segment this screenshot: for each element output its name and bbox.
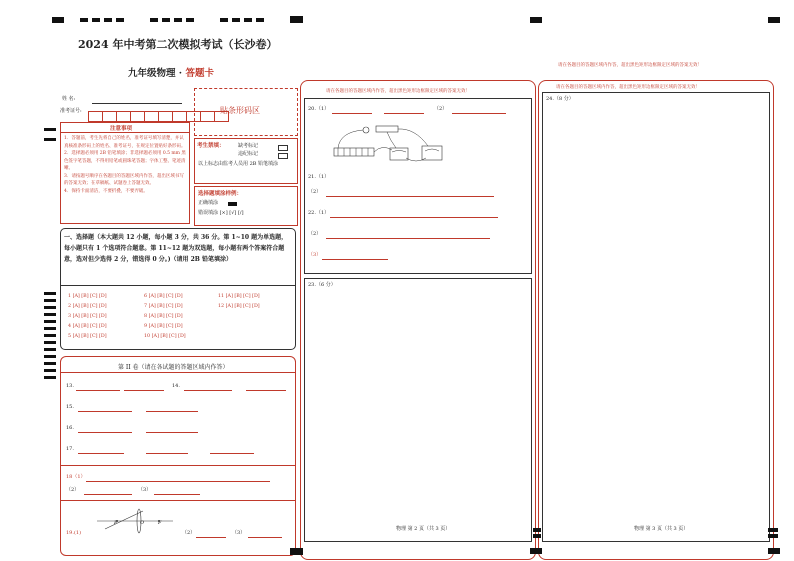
status-note: 以上标志由监考人员用 2B 铅笔填涂 <box>198 161 279 167</box>
side-mark <box>44 313 56 316</box>
q22-part1-line[interactable] <box>330 217 498 218</box>
alignment-mark <box>186 18 194 22</box>
q22-part1-label: 22.（1） <box>308 210 330 216</box>
q24-label: 24.（8 分） <box>546 96 574 102</box>
q19-part3-line[interactable] <box>248 537 282 538</box>
q21-part2-label: （2） <box>308 189 322 195</box>
page2-note: 请在各题目的答题区域内作答，超出黑色矩形边框限定区域的答案无效！ <box>326 89 470 94</box>
exam-id-label: 准考证号: <box>60 108 82 114</box>
page3-note: 请在各题目的答题区域内作答，超出黑色矩形边框限定区域的答案无效！ <box>556 85 700 90</box>
alignment-mark <box>768 17 780 23</box>
q18-part1-label: 18（1） <box>66 474 86 480</box>
q22-part3-label: （3） <box>308 252 322 258</box>
q19-part2-label: （2） <box>182 530 196 536</box>
choice-row[interactable]: 10 [A] [B] [C] [D] <box>144 334 186 339</box>
q19-part2-line[interactable] <box>196 537 226 538</box>
q15-label: 15. <box>66 404 74 410</box>
q17-label: 17. <box>66 446 74 452</box>
absent-label: 缺考标记 <box>238 143 259 149</box>
q14-answer-line[interactable] <box>184 390 232 391</box>
subject-title-suffix: 答题卡 <box>185 68 214 79</box>
q17-answer-line[interactable] <box>146 453 188 454</box>
top-note: 请在各题目的答题区域内作答，超出黑色矩形边框限定区域的答案无效！ <box>558 63 702 68</box>
choice-col-1 <box>68 292 107 342</box>
q14-label: 14. <box>172 383 180 389</box>
alignment-mark <box>232 18 240 22</box>
name-label: 姓 名: <box>62 96 76 102</box>
choice-row[interactable]: 12 [A] [B] [C] [D] <box>218 304 260 309</box>
name-underline <box>92 103 182 104</box>
q20-label: 20.（1） <box>308 106 330 112</box>
q18-part2-line[interactable] <box>84 494 132 495</box>
q20-part2-label: （2） <box>434 106 448 112</box>
status-title: 考生禁填： <box>197 143 225 149</box>
alignment-mark <box>244 18 252 22</box>
side-mark <box>44 348 56 351</box>
alignment-mark <box>150 18 158 22</box>
q18-part3-label: （3） <box>138 487 152 493</box>
side-mark <box>44 376 56 379</box>
circuit-diagram <box>330 120 450 168</box>
notice-list <box>64 135 186 195</box>
q20-line[interactable] <box>384 113 424 114</box>
q16-answer-line[interactable] <box>146 432 198 433</box>
q18-part1-line[interactable] <box>86 481 270 482</box>
alignment-mark <box>290 548 303 555</box>
side-mark <box>44 306 56 309</box>
alignment-mark <box>92 18 100 22</box>
alignment-mark <box>220 18 228 22</box>
notice-item: 4．保持卡面清洁，不要折叠，不要弄破。 <box>64 188 148 194</box>
q18-part2-label: （2） <box>66 487 80 493</box>
subject-title-prefix: 九年级物理 · <box>128 68 186 79</box>
q15-answer-line[interactable] <box>78 411 132 412</box>
q17-answer-line[interactable] <box>78 453 124 454</box>
q20-part2-line[interactable] <box>452 113 506 114</box>
side-mark <box>44 320 56 323</box>
section2-title: 第 II 卷（请在各试题的答题区域内作答） <box>118 364 229 371</box>
alignment-mark <box>530 17 542 23</box>
alignment-mark <box>52 17 64 23</box>
section1-divider <box>60 285 296 286</box>
q22-part2-label: （2） <box>308 231 322 237</box>
page-title: 2024 年中考第二次模拟考试（长沙卷） <box>78 38 278 51</box>
side-mark <box>44 355 56 358</box>
page3-footer: 物理 第 3 页（共 3 页） <box>634 526 689 532</box>
wrong-fill-label: 错误填涂 [×] [√] [/] <box>198 210 244 216</box>
q17-answer-line[interactable] <box>210 453 254 454</box>
q21-part2-line[interactable] <box>326 196 494 197</box>
q23-box[interactable] <box>304 278 532 542</box>
q21-part1-label: 21.（1） <box>308 174 330 180</box>
q16-label: 16. <box>66 425 74 431</box>
choice-row[interactable]: 7 [A] [B] [C] [D] <box>144 304 183 309</box>
q19-divider <box>60 500 296 501</box>
alignment-mark <box>256 18 264 22</box>
choice-col-2 <box>144 292 186 342</box>
side-mark <box>44 341 56 344</box>
q15-answer-line[interactable] <box>146 411 198 412</box>
q19-part3-label: （3） <box>232 530 246 536</box>
page2-footer: 物理 第 2 页（共 3 页） <box>396 526 451 532</box>
alignment-mark <box>174 18 182 22</box>
cheat-checkbox[interactable] <box>278 153 288 159</box>
barcode-label: 贴条形码区 <box>220 106 260 115</box>
lens-diagram <box>95 505 175 535</box>
lens-f2-label: F <box>158 520 162 526</box>
choice-row[interactable]: 3 [A] [B] [C] [D] <box>68 314 107 319</box>
cheat-label: 违纪标记 <box>238 151 259 157</box>
alignment-mark <box>768 548 780 554</box>
choice-row[interactable]: 2 [A] [B] [C] [D] <box>68 304 107 309</box>
side-mark <box>44 128 56 131</box>
side-mark <box>44 334 56 337</box>
q19-part1-label: 19.(1) <box>66 530 82 536</box>
side-mark <box>768 534 778 538</box>
choice-row[interactable]: 5 [A] [B] [C] [D] <box>68 334 107 339</box>
section1-instruction: 一、选择题（本大题共 12 小题，每小题 3 分，共 36 分。第 1~10 题为单选题，每小题只有 1 个选项符合题意。第 11~12 题为双选题，每小题有两个答案符合题意，选对但少选得 2 分，错选得 0 分。)（请用 2B 铅笔填涂） <box>64 234 288 263</box>
side-mark <box>44 138 56 141</box>
q13-label: 13. <box>66 383 74 389</box>
choice-row[interactable]: 4 [A] [B] [C] [D] <box>68 324 107 329</box>
choice-row[interactable]: 6 [A] [B] [C] [D] <box>144 294 183 299</box>
lens-f1-label: F <box>114 520 118 526</box>
q13-answer-line[interactable] <box>76 390 120 391</box>
alignment-mark <box>290 16 303 23</box>
side-mark <box>44 369 56 372</box>
q18-part3-line[interactable] <box>154 494 200 495</box>
side-mark <box>768 528 778 532</box>
lens-o-label: O <box>140 520 145 526</box>
side-mark <box>44 292 56 295</box>
choice-row[interactable]: 1 [A] [B] [C] [D] <box>68 294 107 299</box>
correct-fill-sample <box>228 202 237 206</box>
q23-label: 23.（6 分） <box>308 282 336 288</box>
side-mark <box>533 528 541 532</box>
choice-row[interactable]: 9 [A] [B] [C] [D] <box>144 324 183 329</box>
correct-fill-label: 正确填涂 <box>198 200 219 206</box>
q20-line[interactable] <box>332 113 372 114</box>
side-mark <box>44 327 56 330</box>
q16-answer-line[interactable] <box>78 432 132 433</box>
alignment-mark <box>104 18 112 22</box>
q24-box[interactable] <box>542 92 770 542</box>
side-mark <box>44 299 56 302</box>
notice-item: 1．答题前，考生先将自己的姓名，准考证号填写清楚，并认真核准条形码上的姓名、准考证号，在规定位置贴好条形码。 <box>64 136 186 149</box>
notice-item: 2．选择题必须用 2B 铅笔填涂；非选择题必须用 0.5 mm 黑色签字笔答题，不得用铅笔或圆珠笔答题；字体工整、笔迹清晰。 <box>64 151 186 171</box>
fill-sample-title: 选择题填涂样例： <box>198 191 243 197</box>
section2-title-line <box>60 372 296 373</box>
choice-col-3 <box>218 292 260 312</box>
subject-title <box>128 65 214 79</box>
notice-title-line <box>60 132 190 133</box>
q18-divider <box>60 465 296 466</box>
alignment-mark <box>80 18 88 22</box>
alignment-mark <box>162 18 170 22</box>
notice-item: 3．请按题号顺序在各题目的答题区域内作答，超出区域书写的答案无效；在草稿纸、试题卷上答题无效。 <box>64 173 184 186</box>
side-mark <box>44 362 56 365</box>
absent-checkbox[interactable] <box>278 145 288 151</box>
q14-answer-line[interactable] <box>246 390 286 391</box>
side-mark <box>533 534 541 538</box>
q22-part3-line[interactable] <box>322 259 388 260</box>
q22-part2-line[interactable] <box>326 238 490 239</box>
choice-row[interactable]: 11 [A] [B] [C] [D] <box>218 294 260 299</box>
alignment-mark <box>530 548 542 554</box>
notice-title: 注意事项 <box>110 126 133 132</box>
q13-answer-line[interactable] <box>124 390 164 391</box>
choice-row[interactable]: 8 [A] [B] [C] [D] <box>144 314 183 319</box>
alignment-mark <box>116 18 124 22</box>
